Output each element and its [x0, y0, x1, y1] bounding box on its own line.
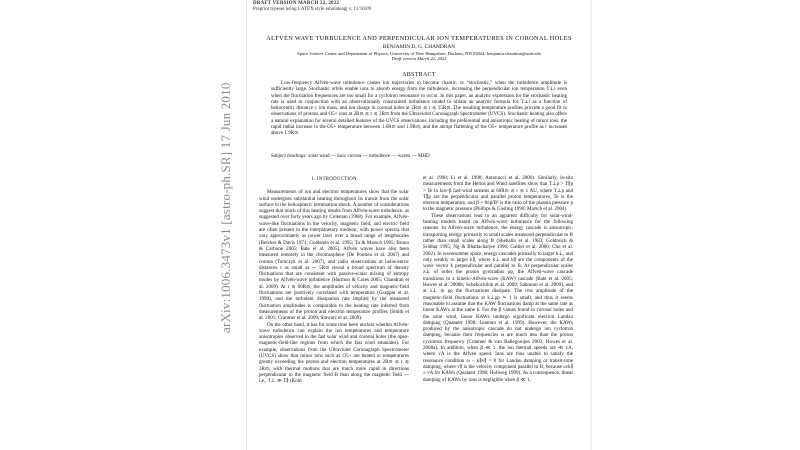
abstract-text: Low-frequency Alfvén-wave turbulence causes ion trajectories to become chaotic, or “stochastic,” when the turbulence amplitude is sufficiently large. Stochastic orbits enable ions to absorb energy from the turbulence, increasing the perpendicular ion temperature T⊥i even when the fluctuation frequencies are too small for a cyclotron resonance to occur. In this paper, an analytic expression for the stochastic heating rate is used in conjunction with an observationally constrained turbulence model to obtain an analytic formula for T⊥i as a function of heliocentric distance r, ion mass, and ion charge in coronal holes at 2R⊙ ≲ r ≲ 15R⊙. The resulting temperature profiles provide a good fit to observations of protons and O5+ ions at 2R⊙ ≲ r ≲ 3R⊙ from the Ultraviolet Coronagraph Spectrometer (UVCS). Stochastic heating also offers a natural explanation for several detailed features of the UVCS observations, including the preferential and anisotropic heating of minor ions, the rapid radial increase in the O5+ temperature between 1.6R⊙ and 1.9R⊙, and the abrupt flattening of the O5+ temperature profile as r increases above 1.9R⊙. [271, 80, 567, 136]
paper-page [246, 0, 592, 450]
viewer-background-left [0, 0, 246, 450]
author-affiliation: Space Science Center and Department of Physics, University of New Hampshire, Durham, NH 03824; benjamin.chandran@unh.edu [297, 51, 541, 56]
paper-author: BENJAMIN D. G. CHANDRAN [382, 44, 456, 50]
arxiv-identifier[interactable]: arXiv:1006.3473v1 [astro-ph.SR] 17 Jun 2010 [218, 82, 233, 334]
intro-paragraph-1: Measurements of ion and electron temperatures show that the solar wind undergoes substantial heating throughout its transit from the solar surface to the heliospheric termination shock. A number of considerations suggest that much of this heating results from Alfvén-wave turbulence, as suggested over forty years ago by Coleman (1968). For example, Alfvén-wave-like fluctuations in the velocity, magnetic field, and electric field are often present in the interplanetary medium, with power spectra that vary approximately as power laws over a broad range of lengthscales (Belcher & Davis 1971; Goldstein et al. 1995; Tu & Marsch 1995; Bruno & Carbone 2005; Bale et al. 2005). Alfvén waves have also been measured remotely in the chromosphere (De Pontieu et al. 2007) and corona (Tomczyk et al. 2007), and radio observations at heliocentric distances r as small as ∼ 5R⊙ reveal a broad spectrum of density fluctuations that are consistent with passive-scalar mixing of entropy modes by Alfvén-wave turbulence (Harmon & Coles 2005; Chandran et al. 2009). At r ≳ 60R⊙, the amplitudes of velocity and magnetic-field fluctuations are positively correlated with temperature (Grappin et al. 1990), and the turbulent dissipation rate implied by the measured fluctuation amplitudes is comparable to the heating rate inferred from measurements of the proton and electron temperature profiles (Smith et al. 2001; Cranmer et al. 2009; Stawarz et al. 2009). [259, 189, 409, 322]
intro-paragraph-3: These observations lead to an apparent difficulty for solar-wind-heating models based on Alfvén-wave turbulence for the following reasons. In Alfvén-wave turbulence, the energy cascade is anisotropic, transporting energy primarily to small scales measured perpendicular to B rather than small scales along B (Shebalin et al. 1983; Goldreich & Sridhar 1995; Ng & Bhattacharjee 1996; Galtier et al. 2000; Cho et al. 2002). In wavenumber space, energy cascades primarily to larger k⊥, and only weakly to larger k∥, where k⊥ and k∥ are the components of the wave vector k perpendicular and parallel to B. At perpendicular scales λ⊥ of order the proton gyroradius ρp, the Alfvén-wave cascade transitions to a kinetic-Alfvén-wave (KAW) cascade (Bale et al. 2005; Howes et al. 2008b; Schekochihin et al. 2009; Sahraoui et al. 2009), and at λ⊥ ≲ ρp the fluctuations dissipate. The rms amplitude of the magnetic-field fluctuations at k⊥ρp ≃ 1 is small, and thus it seems reasonable to assume that the KAW fluctuations damp at the same rate as linear KAWs at the same k. For the β values found in coronal holes and the solar wind, linear KAWs undergo significant electron Landau damping (Quataert 1998; Leamon et al. 1999). However, the KAWs produced by the anisotropic cascade do not undergo ion cyclotron damping, because their frequencies ω are much less than the proton cyclotron frequency (Cranmer & van Ballegooijen 2003; Howes et al. 2008a). In addition, when β ≪ 1, the ion thermal speeds are ≪ vA, where vA is the Alfvén speed. Ions are thus unable to satisfy the resonance condition ω − k∥v∥ = 0 for Landau damping or transit-time damping, where v∥ is the velocity component parallel to B, because ω/k∥ ≥ vA for KAWs (Quataert 1998; Hollweg 1999). As a consequence, linear damping of KAWs by ions is negligible when β ≪ 1, [423, 212, 573, 383]
subject-headings-list: solar wind — Sun: corona — turbulence — waves — MHD [308, 153, 430, 159]
draft-header-version: DRAFT VERSION MARCH 22, 2022 [253, 1, 340, 6]
subject-headings [271, 153, 567, 159]
subject-headings-label: Subject headings: [271, 153, 308, 159]
introduction-heading: 1. INTRODUCTION [311, 177, 357, 182]
abstract-heading: ABSTRACT [402, 72, 436, 78]
draft-version-date: Draft version March 22, 2022 [391, 56, 447, 62]
draft-header [253, 1, 371, 12]
left-column [259, 177, 409, 385]
paper-title: ALFVÉN WAVE TURBULENCE AND PERPENDICULAR ION TEMPERATURES IN CORONAL HOLES [266, 35, 572, 42]
intro-paragraph-2: On the other hand, it has for some time been unclear whether Alfvén-wave turbulence can explain the ion temperatures and temperature anisotropies observed in the fast solar wind and coronal holes (the open-magnetic-field-line regions from which the fast wind emanates). For example, observations from the Ultraviolet Coronagraph Spectrometer (UVCS) show that minor ions such as O5+ are heated to temperatures greatly exceeding the proton and electron temperatures at 2R⊙ ≲ r ≲ 3R⊙, with thermal motions that are much more rapid in directions perpendicular to the magnetic field B than along the magnetic field — i.e., T⊥ ≫ T∥ (Kohl [259, 321, 409, 385]
right-column [423, 175, 573, 383]
draft-header-preprint: Preprint typeset using LATEX style emulateapj v. 11/10/09 [253, 6, 372, 12]
intro-paragraph-2-continued: et al. 1998; Li et al. 1998; Antonucci et al. 2000). Similarly, in-situ measurements from the Helios and Wind satellites show that T⊥p > T∥p > Te in low-β fast-wind streams at 60R⊙ ≲ r ≲ 1 AU, where T⊥p and T∥p are the perpendicular and parallel proton temperatures, Te is the electron temperature, and β = 8πp/B² is the ratio of the plasma pressure p to the magnetic pressure (Phillips & Gosling 1990; Marsch et al. 2004). [423, 175, 573, 213]
author-affiliation-block [247, 51, 591, 62]
viewer-background-right [590, 0, 800, 450]
